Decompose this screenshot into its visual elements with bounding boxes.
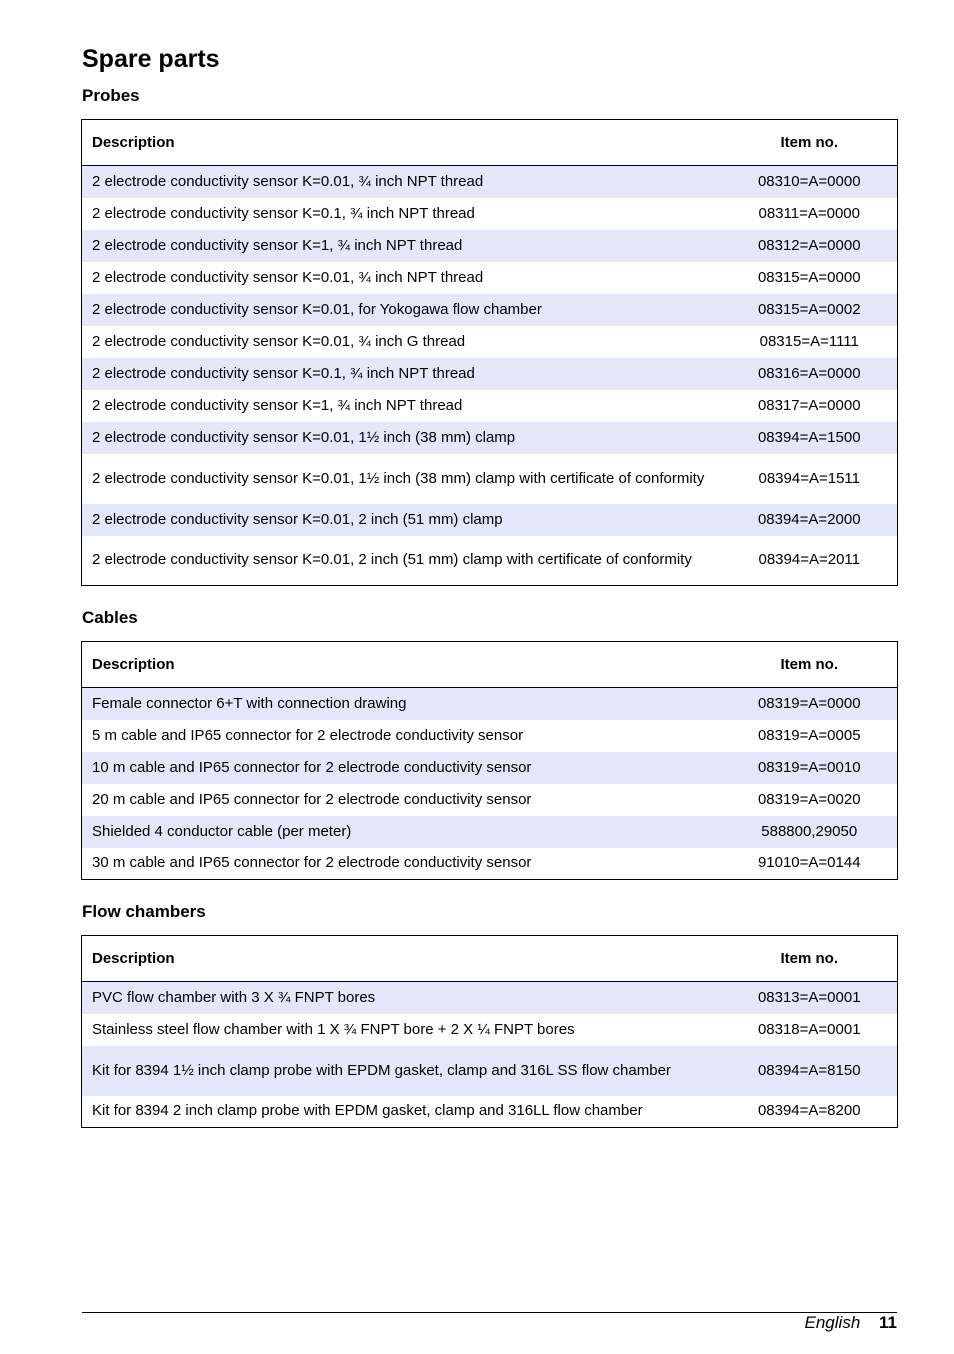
table-row	[82, 1046, 898, 1096]
description-cell: 2 electrode conductivity sensor K=0.01, ¾ inch NPT thread	[92, 268, 484, 286]
item-no-cell: 08315=A=0002	[722, 294, 898, 326]
item-no-cell: 588800,29050	[722, 816, 898, 848]
description-cell: 2 electrode conductivity sensor K=0.01, 1½ inch (38 mm) clamp with certificate of conformity	[92, 469, 705, 487]
footer-divider	[82, 1312, 897, 1313]
description-cell: 2 electrode conductivity sensor K=0.01, for Yokogawa flow chamber	[82, 294, 722, 326]
item-no-cell: 08394=A=8200	[757, 1102, 861, 1120]
table-header-row	[82, 936, 898, 982]
description-cell: 2 electrode conductivity sensor K=0.01, 1½ inch (38 mm) clamp	[82, 422, 722, 454]
description-cell: Kit for 8394 2 inch clamp probe with EPDM gasket, clamp and 316LL flow chamber	[92, 1102, 643, 1120]
item-no-cell: 08394=A=1511	[758, 469, 860, 487]
column-header-item-no: Item no.	[722, 642, 898, 688]
table-row	[82, 848, 898, 880]
page-footer	[805, 1312, 897, 1334]
item-no-cell: 08315=A=0000	[757, 268, 861, 286]
table-header-row	[82, 120, 898, 166]
table-header-row	[82, 642, 898, 688]
description-cell: 2 electrode conductivity sensor K=0.01, ¾ inch NPT thread	[82, 166, 722, 198]
section-heading-cables: Cables	[82, 608, 138, 627]
description-cell: PVC flow chamber with 3 X ¾ FNPT bores	[82, 982, 722, 1014]
item-no-cell: 08311=A=0000	[758, 204, 860, 222]
table-row	[82, 358, 898, 390]
description-cell: 5 m cable and IP65 connector for 2 electrode conductivity sensor	[92, 726, 524, 744]
table-row	[82, 326, 898, 358]
table-row	[82, 752, 898, 784]
section-heading-probes: Probes	[82, 86, 140, 105]
item-no-cell: 08319=A=0020	[757, 790, 861, 808]
item-no-cell: 08394=A=2000	[722, 504, 898, 536]
description-cell: 30 m cable and IP65 connector for 2 electrode conductivity sensor	[92, 854, 532, 872]
column-header-item-no: Item no.	[722, 120, 898, 166]
column-header-description: Description	[82, 120, 722, 166]
description-cell: Female connector 6+T with connection drawing	[82, 688, 722, 720]
description-cell: 2 electrode conductivity sensor K=1, ¾ inch NPT thread	[82, 230, 722, 262]
table-row	[82, 294, 898, 326]
item-no-cell: 08319=A=0000	[722, 688, 898, 720]
table-row	[82, 816, 898, 848]
table-row	[82, 454, 898, 504]
table-row	[82, 422, 898, 454]
item-no-cell: 08394=A=1500	[722, 422, 898, 454]
footer-language: English	[804, 1313, 861, 1332]
cables-table	[81, 641, 898, 880]
column-header-description: Description	[82, 936, 722, 982]
page-title: Spare parts	[82, 45, 220, 73]
table-row	[82, 688, 898, 720]
item-no-cell: 08319=A=0010	[722, 752, 898, 784]
flow-chambers-table	[81, 935, 898, 1128]
description-cell: 2 electrode conductivity sensor K=0.1, ¾ inch NPT thread	[82, 358, 722, 390]
probes-table	[81, 119, 898, 586]
item-no-cell: 08310=A=0000	[722, 166, 898, 198]
description-cell: Shielded 4 conductor cable (per meter)	[82, 816, 722, 848]
column-header-description: Description	[82, 642, 722, 688]
item-no-cell: 08394=A=2011	[758, 551, 860, 569]
footer-page-number: 11	[879, 1313, 897, 1332]
description-cell: 2 electrode conductivity sensor K=0.01, 2 inch (51 mm) clamp	[82, 504, 722, 536]
description-cell: Stainless steel flow chamber with 1 X ¾ FNPT bore + 2 X ¼ FNPT bores	[92, 1020, 575, 1038]
description-cell: 20 m cable and IP65 connector for 2 electrode conductivity sensor	[92, 790, 532, 808]
table-row	[82, 504, 898, 536]
description-cell: 2 electrode conductivity sensor K=1, ¾ inch NPT thread	[92, 396, 463, 414]
item-no-cell: 08312=A=0000	[722, 230, 898, 262]
item-no-cell: 08319=A=0005	[757, 726, 861, 744]
table-row	[82, 720, 898, 752]
table-row	[82, 982, 898, 1014]
item-no-cell: 08394=A=8150	[722, 1046, 898, 1096]
table-row	[82, 390, 898, 422]
description-cell: Kit for 8394 1½ inch clamp probe with EPDM gasket, clamp and 316L SS flow chamber	[82, 1046, 722, 1096]
table-row	[82, 262, 898, 294]
item-no-cell: 08313=A=0001	[722, 982, 898, 1014]
item-no-cell: 08318=A=0001	[757, 1020, 861, 1038]
description-cell: 2 electrode conductivity sensor K=0.1, ¾ inch NPT thread	[92, 204, 475, 222]
table-row	[82, 166, 898, 198]
description-cell: 10 m cable and IP65 connector for 2 electrode conductivity sensor	[82, 752, 722, 784]
item-no-cell: 91010=A=0144	[757, 854, 861, 872]
table-row	[82, 230, 898, 262]
table-row	[82, 1014, 898, 1046]
item-no-cell: 08315=A=1111	[759, 332, 859, 350]
table-row	[82, 1096, 898, 1128]
table-row	[82, 784, 898, 816]
table-row	[82, 536, 898, 586]
section-heading-flow-chambers: Flow chambers	[82, 902, 206, 921]
description-cell: 2 electrode conductivity sensor K=0.01, 2 inch (51 mm) clamp with certificate of conformity	[92, 551, 692, 569]
item-no-cell: 08316=A=0000	[722, 358, 898, 390]
column-header-item-no: Item no.	[722, 936, 898, 982]
item-no-cell: 08317=A=0000	[757, 396, 861, 414]
description-cell: 2 electrode conductivity sensor K=0.01, ¾ inch G thread	[92, 332, 466, 350]
table-row	[82, 198, 898, 230]
